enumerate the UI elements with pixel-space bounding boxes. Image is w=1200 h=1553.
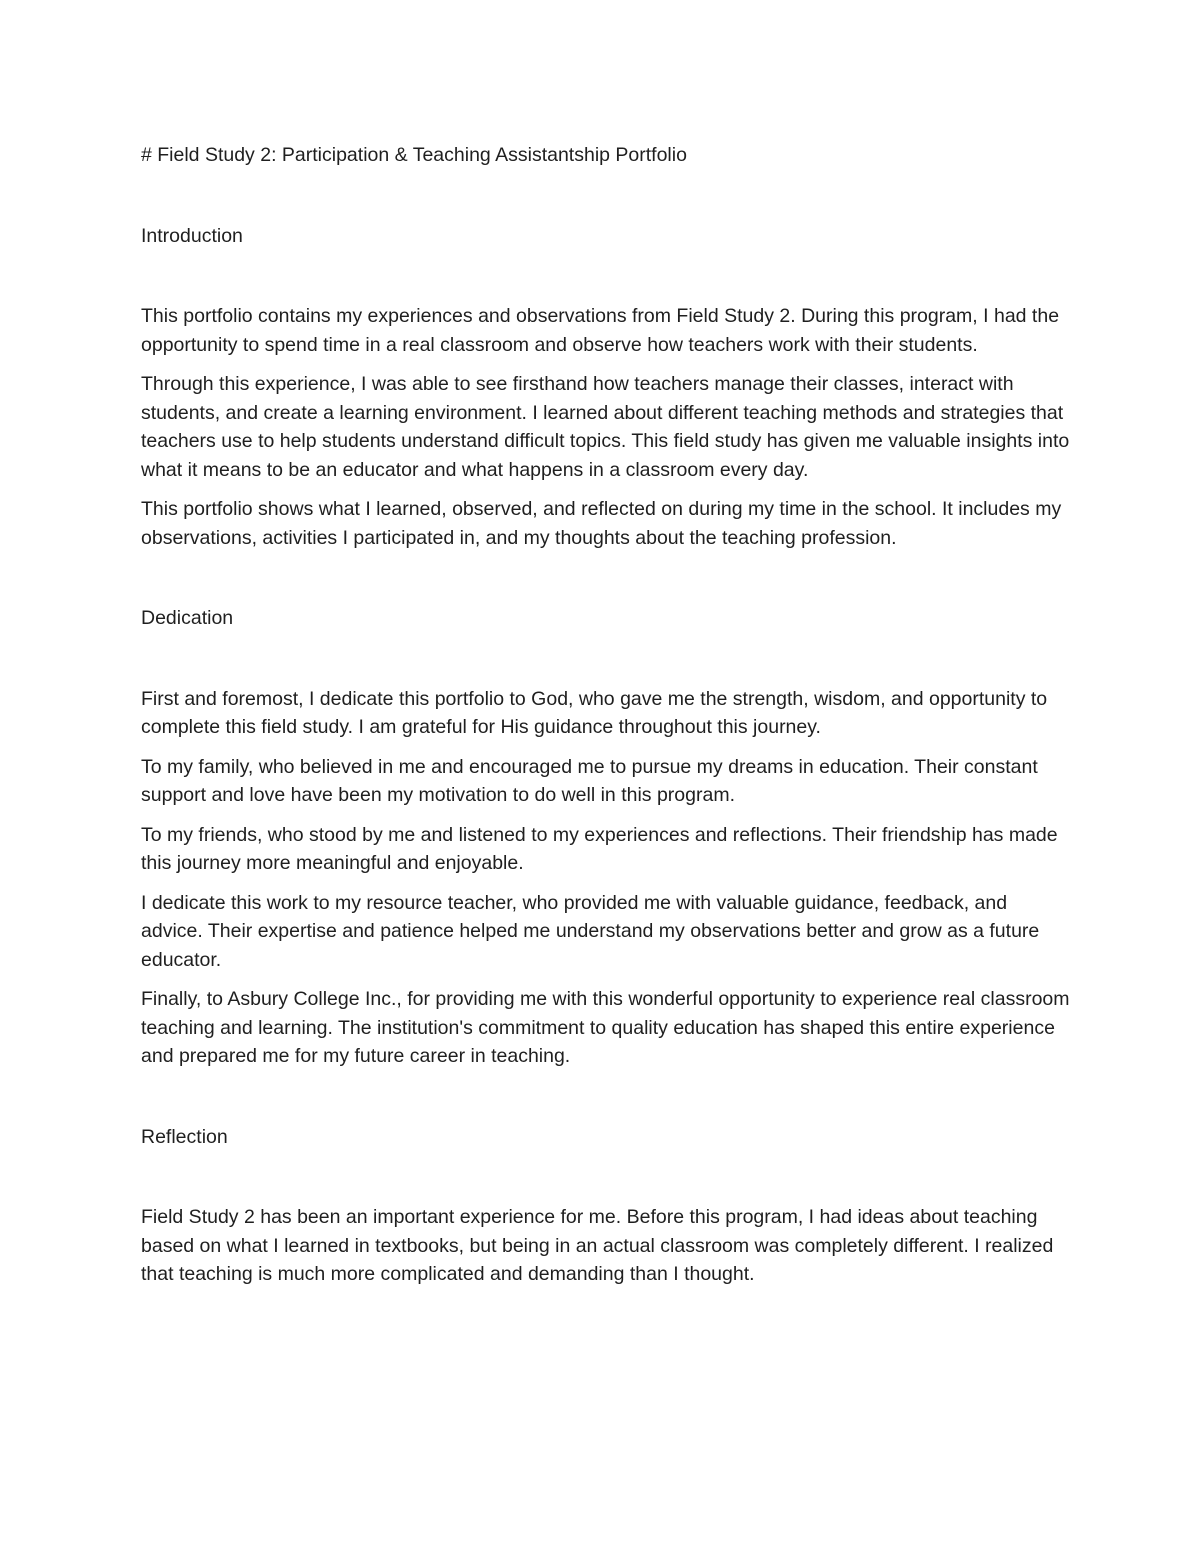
paragraph: This portfolio contains my experiences and observations from Field Study 2. During this program, I had the opportunity to spend time in a real classroom and observe how teachers work with their students. [141, 305, 1060, 356]
section-heading: Reflection [141, 1125, 228, 1148]
paragraph: First and foremost, I dedicate this portfolio to God, who gave me the strength, wisdom, and opportunity to complete this field study. I am grateful for His guidance throughout this journey. [141, 687, 1048, 738]
section-dedication [141, 604, 1071, 1071]
paragraph: To my family, who believed in me and encouraged me to pursue my dreams in education. Their constant support and love have been my motivation to do well in this program. [141, 755, 1038, 806]
paragraph: To my friends, who stood by me and listened to my experiences and reflections. Their friendship has made this journey more meaningful and enjoyable. [141, 823, 1058, 874]
paragraph: I dedicate this work to my resource teacher, who provided me with valuable guidance, feedback, and advice. Their expertise and patience helped me understand my observations better and grow as a future educator. [141, 891, 1040, 971]
section-introduction [141, 222, 1071, 553]
document-title: # Field Study 2: Participation & Teaching Assistantship Portfolio [141, 144, 687, 166]
paragraph: Field Study 2 has been an important experience for me. Before this program, I had ideas about teaching based on what I learned in textbooks, but being in an actual classroom was completely different. I realized that teaching is much more complicated and demanding than I thought. [141, 1206, 1054, 1285]
section-reflection [141, 1123, 1071, 1289]
section-body [141, 302, 1071, 552]
paragraph: Finally, to Asbury College Inc., for providing me with this wonderful opportunity to experience real classroom teaching and learning. The institution's commitment to quality education has shaped this entire experience and prepared me for my future career in teaching. [141, 988, 1070, 1067]
document-content [141, 141, 1071, 1289]
paragraph: Through this experience, I was able to see firsthand how teachers manage their classes, interact with students, and create a learning environment. I learned about different teaching methods and strategies that teachers use to help students understand difficult topics. This field study has given me valuable insights into what it means to be an educator and what happens in a classroom every day. [141, 373, 1070, 481]
section-heading: Dedication [141, 607, 234, 629]
paragraph: This portfolio shows what I learned, observed, and reflected on during my time in the school. It includes my observations, activities I participated in, and my thoughts about the teaching profession. [141, 498, 1062, 549]
section-body [141, 685, 1071, 1071]
section-body [141, 1203, 1071, 1289]
section-heading: Introduction [141, 224, 243, 247]
